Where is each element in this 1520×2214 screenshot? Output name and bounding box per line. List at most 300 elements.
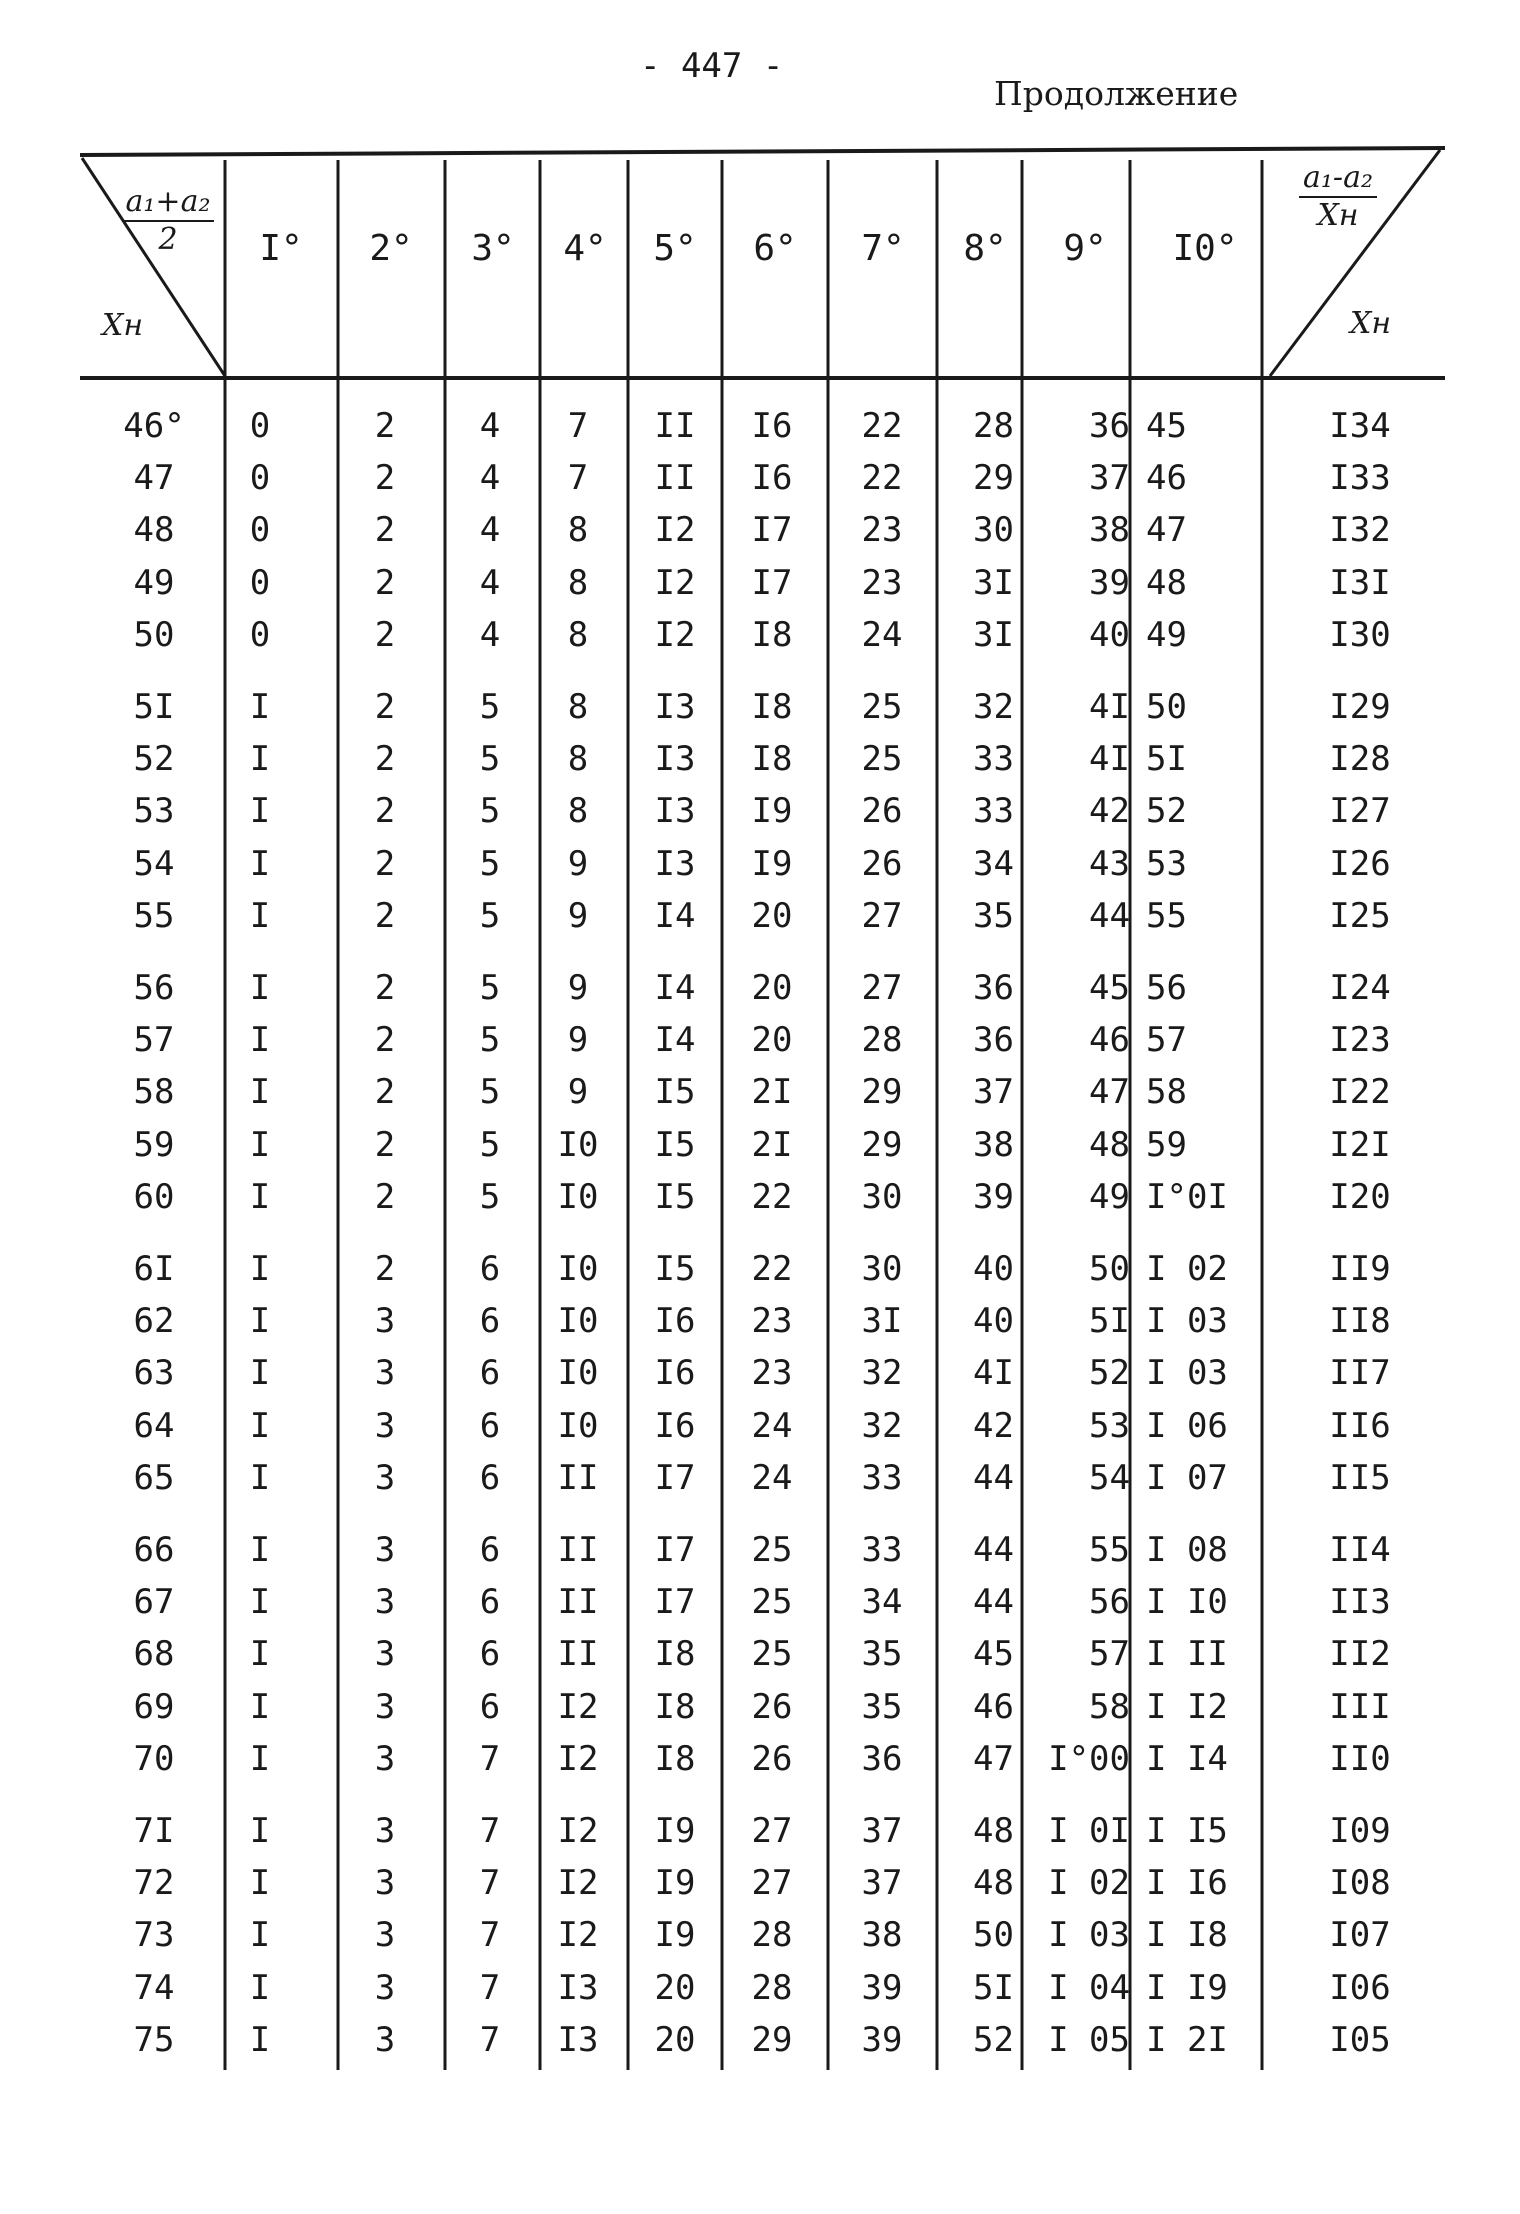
table-cell: I2 bbox=[557, 1915, 599, 1956]
row-label: 53 bbox=[133, 791, 175, 832]
table-cell: 0 bbox=[249, 510, 271, 551]
table-row bbox=[0, 1119, 1520, 1171]
table-cell: I6 bbox=[654, 1405, 696, 1446]
table-row bbox=[0, 962, 1520, 1014]
table-cell: 37 bbox=[861, 1811, 903, 1851]
table-row bbox=[0, 1805, 1520, 1857]
table-cell: 50 bbox=[1146, 687, 1187, 727]
table-cell: 2 bbox=[374, 562, 396, 603]
table-cell: 33 bbox=[861, 1530, 903, 1570]
column-header-9: 9° bbox=[1063, 228, 1107, 269]
table-cell: 5 bbox=[479, 1176, 501, 1217]
table-cell: I bbox=[249, 1582, 271, 1623]
table-cell: I2 bbox=[557, 1811, 599, 1851]
table-cell: 27 bbox=[861, 968, 903, 1008]
table-cell: 2 bbox=[374, 1072, 396, 1113]
table-cell: I bbox=[249, 968, 271, 1008]
table-cell: 48 bbox=[1089, 1124, 1130, 1165]
table-cell: 22 bbox=[861, 406, 903, 446]
table-cell: I5 bbox=[654, 1176, 696, 1217]
table-cell: 52 bbox=[973, 2019, 1014, 2060]
table-cell: 4I bbox=[973, 1353, 1014, 1394]
table-cell: 7 bbox=[479, 1863, 501, 1904]
table-cell: 7 bbox=[479, 1811, 501, 1851]
table-cell: I 2I bbox=[1146, 2019, 1228, 2060]
table-cell: 30 bbox=[861, 1249, 903, 1289]
table-cell: I bbox=[249, 1686, 271, 1727]
table-cell: II bbox=[557, 1634, 599, 1675]
table-cell: 37 bbox=[973, 1072, 1014, 1113]
table-cell: 3I bbox=[973, 614, 1014, 655]
table-cell: 45 bbox=[1146, 406, 1187, 446]
table-cell: 4 bbox=[479, 510, 501, 551]
table-cell: II bbox=[654, 458, 696, 499]
table-cell: 4 bbox=[479, 562, 501, 603]
left-corner-row-label: Xн bbox=[102, 308, 144, 343]
table-cell: 25 bbox=[861, 739, 903, 780]
table-cell: 26 bbox=[861, 843, 903, 884]
table-cell: I7 bbox=[751, 562, 793, 603]
table-cell: 2 bbox=[374, 614, 396, 655]
column-header-4: 4° bbox=[563, 228, 607, 269]
row-label: 75 bbox=[133, 2019, 175, 2060]
table-cell: 3 bbox=[374, 1634, 396, 1675]
table-cell: 4I bbox=[1089, 739, 1130, 780]
table-row bbox=[0, 1576, 1520, 1628]
table-cell: 33 bbox=[973, 739, 1014, 780]
table-cell: I3 bbox=[654, 687, 696, 727]
table-cell: 20 bbox=[654, 2019, 696, 2060]
table-cell: 0 bbox=[249, 562, 271, 603]
right-corner-fraction bbox=[1268, 160, 1408, 234]
table-cell: 7 bbox=[479, 1915, 501, 1956]
table-cell: I 07 bbox=[1146, 1457, 1228, 1498]
table-cell: II bbox=[557, 1530, 599, 1570]
table-cell: 26 bbox=[751, 1738, 793, 1779]
table-cell: I9 bbox=[654, 1811, 696, 1851]
row-label: 49 bbox=[133, 562, 175, 603]
table-cell: 44 bbox=[973, 1582, 1014, 1623]
table-cell: 9 bbox=[567, 843, 589, 884]
table-cell: 3 bbox=[374, 1967, 396, 2008]
table-cell: 25 bbox=[751, 1530, 793, 1570]
row-label-right: I07 bbox=[1329, 1915, 1391, 1956]
row-label-right: I27 bbox=[1329, 791, 1391, 832]
table-cell: I I0 bbox=[1146, 1582, 1228, 1623]
table-cell: I3 bbox=[654, 843, 696, 884]
table-cell: 40 bbox=[973, 1249, 1014, 1289]
table-cell: 57 bbox=[1146, 1020, 1187, 1061]
table-row bbox=[0, 1347, 1520, 1399]
table-cell: I3 bbox=[654, 791, 696, 832]
table-cell: 6 bbox=[479, 1634, 501, 1675]
table-cell: I bbox=[249, 1353, 271, 1394]
row-label-right: I20 bbox=[1329, 1176, 1391, 1217]
table-cell: 34 bbox=[861, 1582, 903, 1623]
table-cell: 37 bbox=[861, 1863, 903, 1904]
row-label: 73 bbox=[133, 1915, 175, 1956]
table-cell: I9 bbox=[654, 1915, 696, 1956]
table-cell: I0 bbox=[557, 1176, 599, 1217]
table-cell: 36 bbox=[973, 1020, 1014, 1061]
table-cell: 8 bbox=[567, 739, 589, 780]
table-cell: 49 bbox=[1089, 1176, 1130, 1217]
table-cell: I6 bbox=[654, 1301, 696, 1342]
table-cell: I bbox=[249, 1176, 271, 1217]
table-cell: 48 bbox=[973, 1811, 1014, 1851]
table-cell: 2 bbox=[374, 843, 396, 884]
table-cell: 5 bbox=[479, 968, 501, 1008]
row-label: 67 bbox=[133, 1582, 175, 1623]
table-cell: 38 bbox=[1089, 510, 1130, 551]
row-label: 60 bbox=[133, 1176, 175, 1217]
table-cell: 3I bbox=[861, 1301, 903, 1342]
row-label: 48 bbox=[133, 510, 175, 551]
table-cell: 4I bbox=[1089, 687, 1130, 727]
row-label-right: I33 bbox=[1329, 458, 1391, 499]
table-cell: 38 bbox=[973, 1124, 1014, 1165]
table-cell: I9 bbox=[751, 843, 793, 884]
row-label: 6I bbox=[133, 1249, 175, 1289]
row-label: 50 bbox=[133, 614, 175, 655]
table-cell: I°00 bbox=[1048, 1738, 1130, 1779]
table-cell: 30 bbox=[973, 510, 1014, 551]
table-cell: 42 bbox=[1089, 791, 1130, 832]
table-cell: I9 bbox=[751, 791, 793, 832]
table-cell: 6 bbox=[479, 1530, 501, 1570]
table-cell: 3 bbox=[374, 2019, 396, 2060]
row-label-right: I30 bbox=[1329, 614, 1391, 655]
table-cell: 6 bbox=[479, 1249, 501, 1289]
row-label-right: I08 bbox=[1329, 1863, 1391, 1904]
page-number: - 447 - bbox=[640, 46, 784, 86]
table-cell: I2 bbox=[654, 614, 696, 655]
table-cell: 3 bbox=[374, 1686, 396, 1727]
table-cell: I bbox=[249, 687, 271, 727]
row-label-right: II5 bbox=[1329, 1457, 1391, 1498]
table-cell: I bbox=[249, 1072, 271, 1113]
table-cell: 9 bbox=[567, 1020, 589, 1061]
table-cell: 0 bbox=[249, 458, 271, 499]
table-cell: I8 bbox=[654, 1634, 696, 1675]
row-label-right: I34 bbox=[1329, 406, 1391, 446]
table-cell: 23 bbox=[861, 510, 903, 551]
left-corner-fraction bbox=[118, 184, 218, 258]
table-cell: 50 bbox=[973, 1915, 1014, 1956]
table-cell: 8 bbox=[567, 791, 589, 832]
table-cell: 53 bbox=[1146, 843, 1187, 884]
table-cell: 5 bbox=[479, 739, 501, 780]
table-cell: 5 bbox=[479, 687, 501, 727]
table-cell: 7 bbox=[567, 458, 589, 499]
table-cell: I2 bbox=[557, 1738, 599, 1779]
row-label: 5I bbox=[133, 687, 175, 727]
table-cell: 7 bbox=[567, 406, 589, 446]
column-header-3: 3° bbox=[471, 228, 515, 269]
table-cell: 2 bbox=[374, 1124, 396, 1165]
table-cell: I7 bbox=[654, 1457, 696, 1498]
table-cell: 26 bbox=[861, 791, 903, 832]
row-label-right: I26 bbox=[1329, 843, 1391, 884]
table-cell: 5 bbox=[479, 843, 501, 884]
right-corner-row-label: Xн bbox=[1350, 306, 1392, 341]
table-cell: I6 bbox=[654, 1353, 696, 1394]
table-cell: I 05 bbox=[1048, 2019, 1130, 2060]
row-label-right: I3I bbox=[1329, 562, 1391, 603]
table-cell: 28 bbox=[861, 1020, 903, 1061]
table-cell: I8 bbox=[654, 1686, 696, 1727]
table-cell: 55 bbox=[1146, 895, 1187, 936]
table-cell: I8 bbox=[751, 687, 793, 727]
table-cell: 56 bbox=[1146, 968, 1187, 1008]
row-label-right: I06 bbox=[1329, 1967, 1391, 2008]
table-cell: 29 bbox=[861, 1072, 903, 1113]
table-cell: I2 bbox=[654, 510, 696, 551]
row-label: 57 bbox=[133, 1020, 175, 1061]
table-cell: 4 bbox=[479, 614, 501, 655]
table-cell: 59 bbox=[1146, 1124, 1187, 1165]
table-cell: I bbox=[249, 1634, 271, 1675]
table-cell: I bbox=[249, 1020, 271, 1061]
row-label: 72 bbox=[133, 1863, 175, 1904]
table-cell: 53 bbox=[1089, 1405, 1130, 1446]
table-cell: 47 bbox=[973, 1738, 1014, 1779]
table-row bbox=[0, 681, 1520, 733]
table-cell: I bbox=[249, 791, 271, 832]
table-row bbox=[0, 1452, 1520, 1504]
row-label: 7I bbox=[133, 1811, 175, 1851]
table-cell: 3 bbox=[374, 1301, 396, 1342]
table-cell: 23 bbox=[751, 1353, 793, 1394]
table-cell: I9 bbox=[654, 1863, 696, 1904]
row-label: 56 bbox=[133, 968, 175, 1008]
row-label-right: II6 bbox=[1329, 1405, 1391, 1446]
table-row bbox=[0, 733, 1520, 785]
table-cell: 9 bbox=[567, 1072, 589, 1113]
table-cell: I bbox=[249, 1124, 271, 1165]
table-cell: 35 bbox=[861, 1634, 903, 1675]
table-cell: 47 bbox=[1089, 1072, 1130, 1113]
table-cell: I8 bbox=[751, 614, 793, 655]
table-cell: 28 bbox=[973, 406, 1014, 446]
table-cell: I3 bbox=[557, 2019, 599, 2060]
row-label-right: II0 bbox=[1329, 1738, 1391, 1779]
table-cell: 8 bbox=[567, 562, 589, 603]
table-top-rule bbox=[80, 148, 1445, 155]
table-cell: 39 bbox=[973, 1176, 1014, 1217]
table-cell: I6 bbox=[751, 458, 793, 499]
table-cell: 25 bbox=[861, 687, 903, 727]
table-cell: 2 bbox=[374, 1020, 396, 1061]
table-cell: 46 bbox=[1089, 1020, 1130, 1061]
table-cell: 20 bbox=[654, 1967, 696, 2008]
table-cell: 8 bbox=[567, 510, 589, 551]
table-row bbox=[0, 1962, 1520, 2014]
left-corner-numerator: a₁+a₂ bbox=[122, 184, 215, 222]
table-cell: 22 bbox=[751, 1249, 793, 1289]
row-label: 66 bbox=[133, 1530, 175, 1570]
table-cell: 45 bbox=[973, 1634, 1014, 1675]
table-cell: 6 bbox=[479, 1582, 501, 1623]
table-row bbox=[0, 452, 1520, 504]
table-cell: I bbox=[249, 1738, 271, 1779]
table-cell: 36 bbox=[1089, 406, 1130, 446]
table-cell: 2 bbox=[374, 739, 396, 780]
table-row bbox=[0, 557, 1520, 609]
column-header-2: 2° bbox=[369, 228, 413, 269]
table-cell: 4 bbox=[479, 458, 501, 499]
table-cell: I bbox=[249, 1530, 271, 1570]
table-cell: 5 bbox=[479, 1020, 501, 1061]
table-cell: 36 bbox=[861, 1738, 903, 1779]
row-label: 55 bbox=[133, 895, 175, 936]
row-label-right: II4 bbox=[1329, 1530, 1391, 1570]
table-cell: I bbox=[249, 1915, 271, 1956]
table-row bbox=[0, 1171, 1520, 1223]
table-cell: 2 bbox=[374, 687, 396, 727]
table-cell: I bbox=[249, 1811, 271, 1851]
table-cell: 58 bbox=[1089, 1686, 1130, 1727]
table-cell: 3 bbox=[374, 1863, 396, 1904]
table-cell: 6 bbox=[479, 1686, 501, 1727]
row-label-right: I24 bbox=[1329, 968, 1391, 1008]
table-cell: II bbox=[654, 406, 696, 446]
table-cell: 29 bbox=[861, 1124, 903, 1165]
table-cell: 23 bbox=[751, 1301, 793, 1342]
table-cell: 32 bbox=[861, 1353, 903, 1394]
table-cell: 27 bbox=[861, 895, 903, 936]
table-row bbox=[0, 1733, 1520, 1785]
table-cell: 44 bbox=[1089, 895, 1130, 936]
table-cell: 6 bbox=[479, 1457, 501, 1498]
table-row bbox=[0, 609, 1520, 661]
table-cell: I bbox=[249, 1457, 271, 1498]
table-cell: 2 bbox=[374, 406, 396, 446]
table-cell: I8 bbox=[654, 1738, 696, 1779]
table-cell: 56 bbox=[1089, 1582, 1130, 1623]
table-cell: 2 bbox=[374, 968, 396, 1008]
table-row bbox=[0, 1628, 1520, 1680]
table-cell: 55 bbox=[1089, 1530, 1130, 1570]
table-cell: 2I bbox=[751, 1124, 793, 1165]
column-header-6: 6° bbox=[753, 228, 797, 269]
table-cell: 36 bbox=[973, 968, 1014, 1008]
row-label: 52 bbox=[133, 739, 175, 780]
row-label-right: III bbox=[1329, 1686, 1391, 1727]
table-cell: 42 bbox=[973, 1405, 1014, 1446]
table-cell: 2I bbox=[751, 1072, 793, 1113]
table-row bbox=[0, 1681, 1520, 1733]
table-cell: 3 bbox=[374, 1738, 396, 1779]
table-cell: 40 bbox=[973, 1301, 1014, 1342]
row-label-right: II2 bbox=[1329, 1634, 1391, 1675]
table-cell: I2 bbox=[654, 562, 696, 603]
table-cell: I I5 bbox=[1146, 1811, 1228, 1851]
row-label-right: I28 bbox=[1329, 739, 1391, 780]
row-label-right: I23 bbox=[1329, 1020, 1391, 1061]
table-cell: 7 bbox=[479, 2019, 501, 2060]
table-cell: 20 bbox=[751, 895, 793, 936]
table-row bbox=[0, 1014, 1520, 1066]
table-cell: 9 bbox=[567, 968, 589, 1008]
table-cell: 32 bbox=[973, 687, 1014, 727]
row-label: 65 bbox=[133, 1457, 175, 1498]
table-cell: 22 bbox=[751, 1176, 793, 1217]
table-cell: 24 bbox=[861, 614, 903, 655]
row-label: 68 bbox=[133, 1634, 175, 1675]
row-label: 54 bbox=[133, 843, 175, 884]
row-label-right: I32 bbox=[1329, 510, 1391, 551]
column-header-7: 7° bbox=[861, 228, 905, 269]
table-cell: I bbox=[249, 1967, 271, 2008]
table-cell: 0 bbox=[249, 406, 271, 446]
row-label-right: I22 bbox=[1329, 1072, 1391, 1113]
table-cell: 3 bbox=[374, 1582, 396, 1623]
table-cell: 2 bbox=[374, 510, 396, 551]
table-cell: I0 bbox=[557, 1249, 599, 1289]
table-cell: I bbox=[249, 843, 271, 884]
column-header-1: I° bbox=[259, 228, 303, 269]
table-cell: 48 bbox=[973, 1863, 1014, 1904]
table-cell: I7 bbox=[751, 510, 793, 551]
table-cell: 46 bbox=[1146, 458, 1187, 499]
table-cell: 44 bbox=[973, 1530, 1014, 1570]
table-cell: 7 bbox=[479, 1967, 501, 2008]
row-label-right: I05 bbox=[1329, 2019, 1391, 2060]
table-cell: 32 bbox=[861, 1405, 903, 1446]
table-cell: I 02 bbox=[1048, 1863, 1130, 1904]
table-cell: 8 bbox=[567, 687, 589, 727]
column-header-5: 5° bbox=[653, 228, 697, 269]
table-cell: 7 bbox=[479, 1738, 501, 1779]
table-cell: 2 bbox=[374, 458, 396, 499]
table-cell: I 03 bbox=[1048, 1915, 1130, 1956]
row-label-right: II3 bbox=[1329, 1582, 1391, 1623]
table-cell: I 06 bbox=[1146, 1405, 1228, 1446]
table-cell: I bbox=[249, 2019, 271, 2060]
table-cell: 2 bbox=[374, 1249, 396, 1289]
table-cell: I I6 bbox=[1146, 1863, 1228, 1904]
table-cell: I bbox=[249, 739, 271, 780]
table-cell: 58 bbox=[1146, 1072, 1187, 1113]
table-row bbox=[0, 400, 1520, 452]
row-label-right: I29 bbox=[1329, 687, 1391, 727]
table-cell: I4 bbox=[654, 1020, 696, 1061]
table-cell: 5 bbox=[479, 1072, 501, 1113]
right-corner-denominator: Xн bbox=[1317, 198, 1359, 233]
table-cell: 5 bbox=[479, 895, 501, 936]
table-cell: 6 bbox=[479, 1301, 501, 1342]
table-cell: 33 bbox=[861, 1457, 903, 1498]
table-cell: 29 bbox=[751, 2019, 793, 2060]
row-label-right: I09 bbox=[1329, 1811, 1391, 1851]
table-cell: 2 bbox=[374, 1176, 396, 1217]
table-row bbox=[0, 785, 1520, 837]
table-cell: I7 bbox=[654, 1530, 696, 1570]
table-cell: I I8 bbox=[1146, 1915, 1228, 1956]
table-cell: I I9 bbox=[1146, 1967, 1228, 2008]
table-cell: I2 bbox=[557, 1686, 599, 1727]
table-row bbox=[0, 890, 1520, 942]
row-label: 59 bbox=[133, 1124, 175, 1165]
table-cell: I5 bbox=[654, 1249, 696, 1289]
table-cell: 5I bbox=[973, 1967, 1014, 2008]
table-cell: I4 bbox=[654, 895, 696, 936]
table-cell: I0 bbox=[557, 1405, 599, 1446]
table-cell: I I4 bbox=[1146, 1738, 1228, 1779]
table-cell: 3 bbox=[374, 1915, 396, 1956]
table-row bbox=[0, 1857, 1520, 1909]
